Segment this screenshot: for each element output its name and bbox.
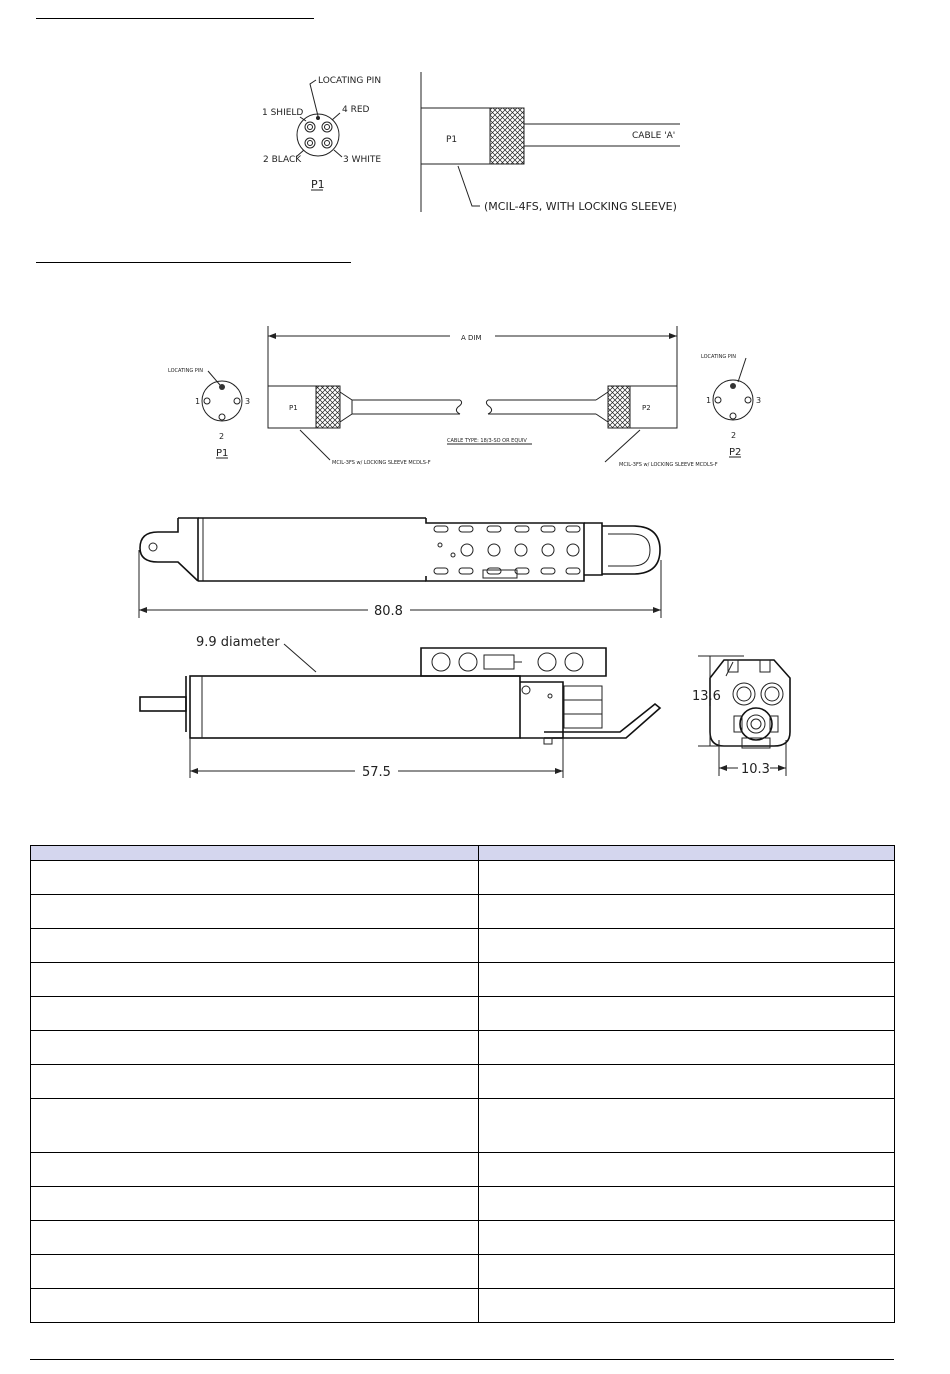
table-header-cell bbox=[479, 846, 895, 861]
table-header-row bbox=[31, 846, 895, 861]
table-row bbox=[31, 997, 895, 1031]
left-body-label: P1 bbox=[289, 404, 298, 412]
figure-sensor-dimensions bbox=[0, 500, 950, 800]
table-row bbox=[31, 929, 895, 963]
table-cell bbox=[479, 1153, 895, 1187]
table-cell bbox=[31, 1289, 479, 1323]
top-view-ovals bbox=[434, 526, 580, 578]
table-row bbox=[31, 1099, 895, 1153]
table-cell bbox=[31, 895, 479, 929]
fig1-pin-4: 4 RED bbox=[342, 105, 370, 115]
fig1-connector-caption: P1 bbox=[311, 178, 325, 191]
fig1-part-note: (MCIL-4FS, WITH LOCKING SLEEVE) bbox=[484, 200, 677, 213]
table-cell bbox=[479, 895, 895, 929]
table-cell bbox=[479, 1031, 895, 1065]
left-pin-2: 2 bbox=[219, 432, 225, 441]
table-row bbox=[31, 1065, 895, 1099]
fig1-pin-3: 3 WHITE bbox=[343, 155, 382, 165]
fig1-locating-pin-label: LOCATING PIN bbox=[318, 76, 382, 86]
table-cell bbox=[479, 1099, 895, 1153]
left-part-note: MCIL-3FS w/ LOCKING SLEEVE MCDLS-F bbox=[332, 460, 431, 466]
left-pin-1: 1 bbox=[195, 397, 201, 406]
diameter-label: 9.9 diameter bbox=[196, 635, 280, 650]
footer-rule bbox=[30, 1359, 894, 1360]
table-cell bbox=[479, 1289, 895, 1323]
table-cell bbox=[31, 1153, 479, 1187]
table-cell bbox=[31, 1255, 479, 1289]
sensor-side-view bbox=[140, 644, 660, 744]
table-cell bbox=[31, 929, 479, 963]
table-cell bbox=[479, 963, 895, 997]
right-connector-body bbox=[486, 386, 677, 462]
table-row bbox=[31, 963, 895, 997]
table-row bbox=[31, 1255, 895, 1289]
table-cell bbox=[31, 861, 479, 895]
table-cell bbox=[31, 1031, 479, 1065]
length-side-label: 57.5 bbox=[362, 765, 391, 780]
table-cell bbox=[31, 1187, 479, 1221]
table-cell bbox=[31, 963, 479, 997]
sensor-top-view bbox=[140, 518, 660, 581]
right-pin-3: 3 bbox=[756, 396, 762, 405]
right-pin-2: 2 bbox=[731, 431, 737, 440]
table-cell bbox=[479, 997, 895, 1031]
height-end-label: 13.6 bbox=[692, 689, 721, 704]
table-row bbox=[31, 1031, 895, 1065]
width-end-label: 10.3 bbox=[741, 762, 770, 777]
p1-face-view bbox=[296, 80, 342, 190]
right-body-label: P2 bbox=[642, 404, 651, 412]
table-cell bbox=[479, 1187, 895, 1221]
right-part-note: MCIL-3FS w/ LOCKING SLEEVE MCDLS-F bbox=[619, 462, 718, 468]
table-cell bbox=[479, 929, 895, 963]
left-pin-3: 3 bbox=[245, 397, 251, 406]
table-cell bbox=[31, 1221, 479, 1255]
table-cell bbox=[479, 1255, 895, 1289]
right-face-caption: P2 bbox=[729, 447, 742, 458]
figure-4pin-connector bbox=[0, 0, 950, 240]
length-top-label: 80.8 bbox=[374, 604, 403, 619]
table-row bbox=[31, 895, 895, 929]
table-cell bbox=[31, 1099, 479, 1153]
a-dim-label: A DIM bbox=[461, 334, 482, 342]
table-row bbox=[31, 1153, 895, 1187]
table-row bbox=[31, 861, 895, 895]
left-connector-body bbox=[268, 386, 462, 460]
spec-table bbox=[30, 845, 895, 1323]
table-row bbox=[31, 1221, 895, 1255]
table-row bbox=[31, 1289, 895, 1323]
table-cell bbox=[479, 1065, 895, 1099]
section-rule-2 bbox=[36, 262, 351, 263]
table-cell bbox=[479, 1221, 895, 1255]
fig1-body-label: P1 bbox=[446, 135, 458, 145]
fig1-pin-1: 1 SHIELD bbox=[262, 108, 304, 118]
table-header-cell bbox=[31, 846, 479, 861]
cable-type-label: CABLE TYPE: 18/3-SO OR EQUIV bbox=[447, 438, 527, 444]
table-row bbox=[31, 1187, 895, 1221]
p1-side-view bbox=[421, 72, 680, 212]
left-face-caption: P1 bbox=[216, 448, 229, 459]
table-cell bbox=[31, 1065, 479, 1099]
table-cell bbox=[479, 861, 895, 895]
figure-3pin-cable bbox=[0, 290, 950, 500]
table-cell bbox=[31, 997, 479, 1031]
right-pin-1: 1 bbox=[706, 396, 712, 405]
right-locating-pin-label: LOCATING PIN bbox=[701, 354, 737, 360]
fig1-pin-2: 2 BLACK bbox=[263, 155, 302, 165]
right-face-view bbox=[713, 358, 753, 457]
fig1-cable-label: CABLE 'A' bbox=[632, 131, 676, 141]
left-face-view bbox=[202, 371, 242, 458]
sensor-end-view bbox=[710, 660, 790, 748]
left-locating-pin-label: LOCATING PIN bbox=[168, 368, 204, 374]
